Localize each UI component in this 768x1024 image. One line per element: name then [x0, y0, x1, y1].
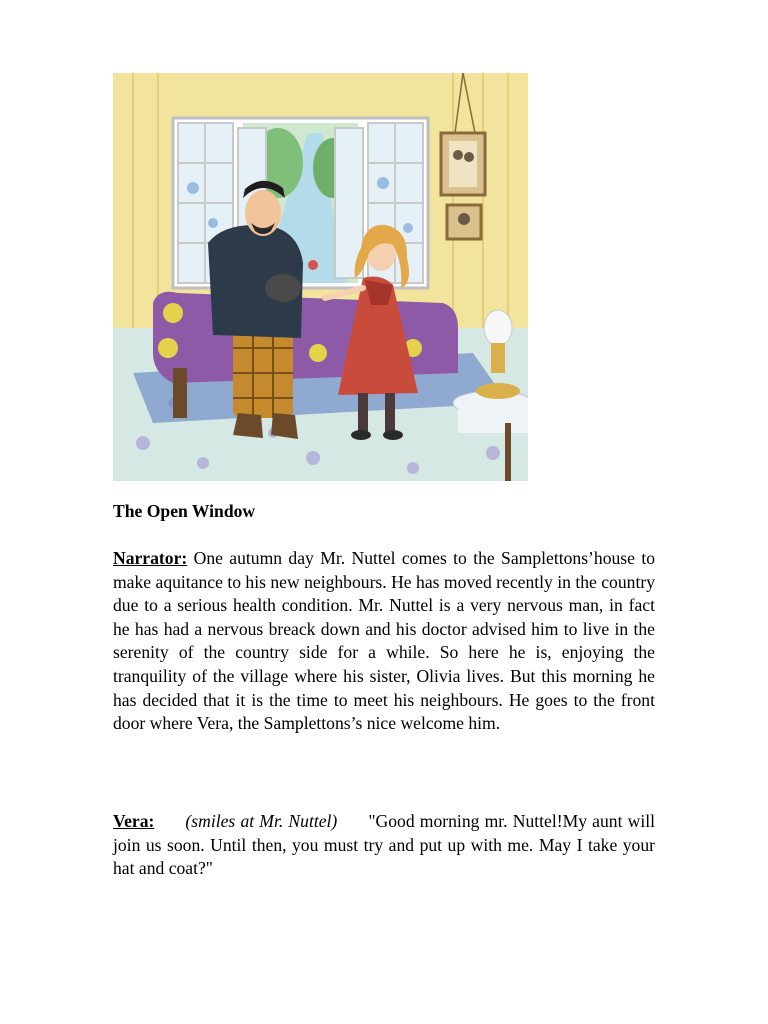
vera-stage-direction: (smiles at Mr. Nuttel)	[185, 811, 338, 831]
narrator-speaker-label: Narrator:	[113, 548, 188, 568]
narrator-text: One autumn day Mr. Nuttel comes to the Samplettons’house to make aquitance to his new neighbours. He has moved recently in the country due to a serious health condition. Mr. Nuttel is a very nervous man, in fact he has had a nervous breack down and his doctor advised him to live in the serenity of the country side for a while. So here he is, enjoying the tranquility of the village where his sister, Olivia lives. But this morning he has decided that it is the time to meet his neighbours. He goes to the front door where Vera, the Samplettons’s nice welcome him.	[113, 548, 655, 734]
story-title: The Open Window	[113, 501, 256, 521]
vera-dialogue: "Good morning mr. Nuttel!My aunt will join us soon. Until then, you must try and put up with me. May I take your hat and coat?"	[113, 811, 656, 879]
vera-speaker-label: Vera:	[113, 811, 155, 831]
vera-paragraph	[113, 810, 655, 881]
narrator-paragraph	[113, 547, 655, 736]
story-illustration	[113, 73, 528, 481]
